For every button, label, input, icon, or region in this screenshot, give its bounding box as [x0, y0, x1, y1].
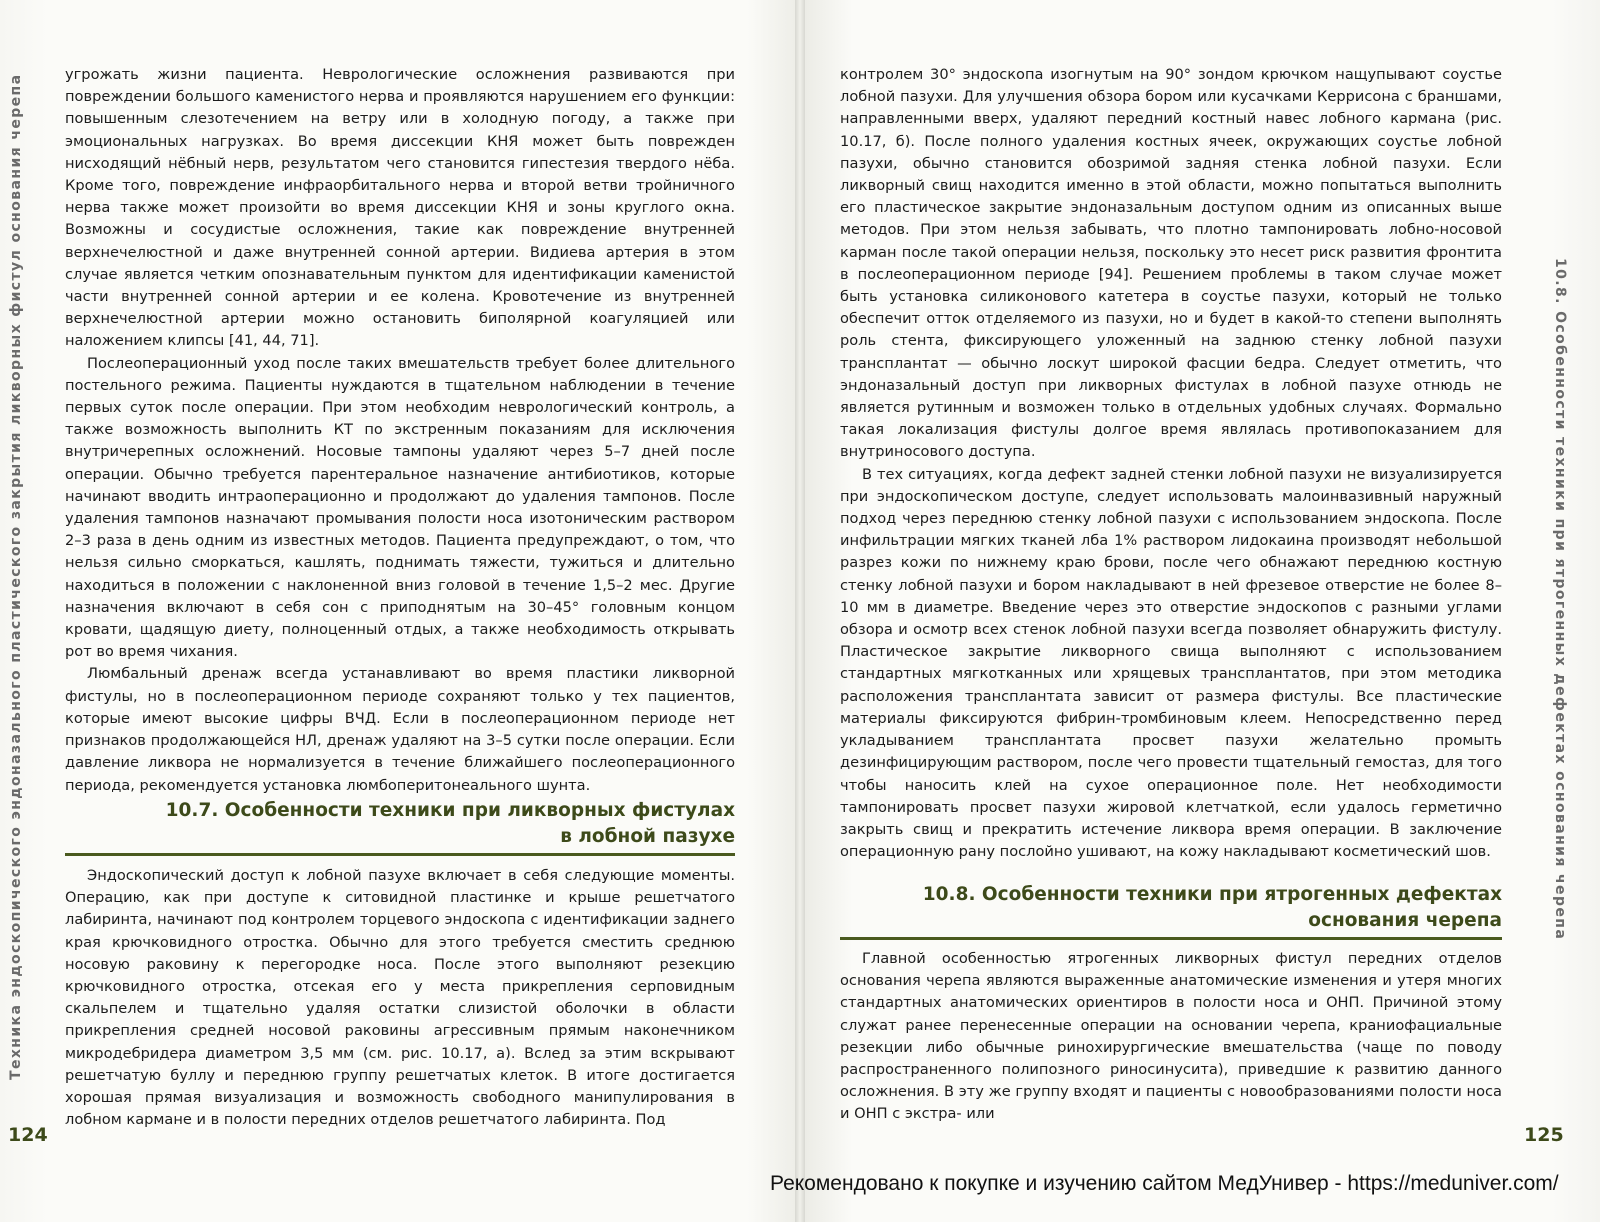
right-section-paragraph: Главной особенностью ятрогенных ликворных фистул передних отделов основания черепа являются выраженные анатомические изменения и утеря многих стандартных анатомических ориентиров в полости носа и ОНП. Причиной этому служат ранее перенесенные операции на основании черепа, краниофациальные резекции либо обычные ринохирургические вмешательства (чаще по поводу распространенного полипозного риносинусита), приведшие к развитию данного осложнения. В эту же группу входят и пациенты с новообразованиями полости носа и ОНП с экстра- или [840, 950, 1502, 1123]
right-body-text [840, 64, 1502, 863]
page-number-left: 124 [8, 1124, 48, 1146]
section-heading-10-7-line1: 10.7. Особенности техники при ликворных фистулах [165, 800, 735, 821]
left-paragraph-3: Люмбальный дренаж всегда устанавливают во время пластики ликворной фистулы, но в послеоперационном периоде сохраняют только у тех пациентов, которые имеют высокие цифры ВЧД. Если в послеоперационном периоде нет признаков продолжающейся НЛ, дренаж удаляют на 3–5 сутки после операции. Если давление ликвора не нормализуется в течение ближайшего послеоперационного периода, рекомендуется установка люмбоперитонеального шунта. [65, 665, 735, 794]
left-section-text [65, 865, 735, 1131]
left-page [0, 0, 795, 1222]
section-rule [65, 853, 735, 856]
right-page [805, 0, 1600, 1222]
left-paragraph-1: угрожать жизни пациента. Неврологические осложнения развиваются при повреждении большого каменистого нерва и проявляются нарушением его функции: повышенным слезотечением на ветру или в холодную погоду, а также при эмоциональных нагрузках. Во время диссекции КНЯ может быть поврежден нисходящий нёбный нерв, результатом чего становится гипестезия твердого нёба. Кроме того, повреждение инфраорбитального нерва и второй ветви тройничного нерва также может произойти во время диссекции КНЯ и зоны круглого окна. Возможны и сосудистые осложнения, такие как повреждение внутренней верхнечелюстной и даже внутренней сонной артерии. Видиева артерия в этом случае является четким опознавательным пунктом для идентификации каменистой части внутренней сонной артерии и ее колена. Кровотечение из внутренней верхнечелюстной артерии можно остановить биполярной коагуляцией или наложением клипсы [41, 44, 71]. [65, 66, 735, 350]
left-section-paragraph: Эндоскопический доступ к лобной пазухе включает в себя следующие моменты. Операцию, как при доступе к ситовидной пластинке и крыше решетчатого лабиринта, начинают под контролем торцевого эндоскопа с идентификации заднего края крючковидного отростка. Обычно для этого требуется сместить среднюю носовую раковину к перегородке носа. После этого выполняют резекцию крючковидного отростка, отсекая его у места прикрепления серповидным скальпелем и тщательно удаляя остатки слизистой оболочки в области прикрепления средней носовой раковины агрессивным прямым наконечником микродебридера диаметром 3,5 мм (см. рис. 10.17, а). Вслед за этим вскрывают решетчатую буллу и переднюю группу решетчатых клеток. В итоге достигается хорошая прямая визуализация и возможность свободного манипулирования в лобном кармане и в полости передних отделов решетчатого лабиринта. Под [65, 867, 735, 1129]
section-heading-10-7-line2: в лобной пазухе [560, 826, 735, 847]
book-gutter [795, 0, 805, 1222]
right-section-text [840, 948, 1502, 1126]
right-running-head: 10.8. Особенности техники при ятрогенных дефектах основания черепа [1552, 258, 1568, 941]
left-running-head: Техника эндоскопического эндоназального пластического закрытия ликворных фистул основания черепа [8, 73, 24, 1080]
right-paragraph-2: В тех ситуациях, когда дефект задней стенки лобной пазухи не визуализируется при эндоскопическом доступе, следует использовать малоинвазивный наружный подход через переднюю стенку лобной пазухи с использованием эндоскопа. После инфильтрации мягких тканей лба 1% раствором лидокаина производят небольшой разрез кожи по нижнему краю брови, после чего обнажают переднюю костную стенку лобной пазухи и бором накладывают в ней фрезевое отверстие не более 8–10 мм в диаметре. Введение через это отверстие эндоскопов с разными углами обзора и осмотр всех стенок лобной пазухи всегда позволяет обнаружить фистулу. Пластическое закрытие ликворного свища выполняют с использованием стандартных мягкотканных или хрящевых трансплантатов, при этом методика расположения трансплантата зависит от размера фистулы. Все пластические материалы фиксируются фибрин-тромбиновым клеем. Непосредственно перед укладыванием трансплантата просвет пазухи желательно промыть дезинфицирующим раствором, после чего провести тщательный гемостаз, для того чтобы наносить клей на сухое операционное поле. Нет необходимости тампонировать просвет пазухи жировой клетчаткой, если удалось герметично закрыть свищ и прекратить истечение ликвора время операции. В заключение операционную рану послойно ушивают, на кожу накладывают косметический шов. [840, 465, 1502, 861]
section-rule [840, 937, 1502, 940]
section-heading-10-8 [840, 882, 1502, 934]
left-paragraph-2: Послеоперационный уход после таких вмешательств требует более длительного постельного режима. Пациенты нуждаются в тщательном наблюдении в течение первых суток после операции. При этом необходим неврологический контроль, а также возможность выполнить КТ по экстренным показаниям для исключения внутричерепных осложнений. Носовые тампоны удаляют через 5–7 дней после операции. Обычно требуется парентеральное назначение антибиотиков, которые начинают вводить интраоперационно и продолжают до удаления тампонов. После удаления тампонов назначают промывания полости носа изотоническим раствором 2–3 раза в день одним из известных методов. Пациента предупреждают, о том, что нельзя сильно сморкаться, кашлять, поднимать тяжести, тужиться и длительно находиться в положении с наклоненной вниз головой в течение 1,5–2 мес. Другие назначения включают в себя сон с приподнятым на 30–45° головным концом кровати, щадящую диету, полноценный отдых, а также необходимость открывать рот во время чихания. [65, 354, 735, 661]
section-heading-10-8-line1: 10.8. Особенности техники при ятрогенных дефектах [922, 884, 1502, 905]
section-heading-10-7 [65, 798, 735, 850]
watermark-footer: Рекомендовано к покупке и изучению сайтом МедУнивер - https://meduniver.com/ [770, 1172, 1559, 1195]
left-body-text [65, 64, 735, 797]
page-number-right: 125 [1524, 1124, 1564, 1146]
right-paragraph-1: контролем 30° эндоскопа изогнутым на 90° зондом крючком нащупывают соустье лобной пазухи. Для улучшения обзора бором или кусачками Керрисона с браншами, направленными вверх, удаляют передний костный навес лобного кармана (рис. 10.17, б). После полного удаления костных ячеек, окружающих соустье лобной пазухи, обычно становится обозримой задняя стенка лобной пазухи. Если ликворный свищ находится именно в этой области, можно попытаться выполнить его пластическое закрытие эндоназальным доступом одним из описанных выше методов. При этом нельзя забывать, что плотно тампонировать лобно-носовой карман после такой операции нельзя, поскольку это несет риск развития фронтита в послеоперационном периоде [94]. Решением проблемы в таком случае может быть установка силиконового катетера в соустье пазухи, который не только обеспечит отток отделяемого из пазухи, но и будет в какой-то степени выполнять роль стента, фиксирующего уложенный на заднюю стенку лобной пазухи трансплантат — обычно лоскут широкой фасции бедра. Следует отметить, что эндоназальный доступ при ликворных фистулах в лобной пазухе отнюдь не является рутинным и возможен только в отдельных удобных случаях. Формально такая локализация фистулы долгое время являлась противопоказанием для внутриносового доступа. [840, 66, 1502, 461]
section-heading-10-8-line2: основания черепа [1308, 910, 1502, 931]
